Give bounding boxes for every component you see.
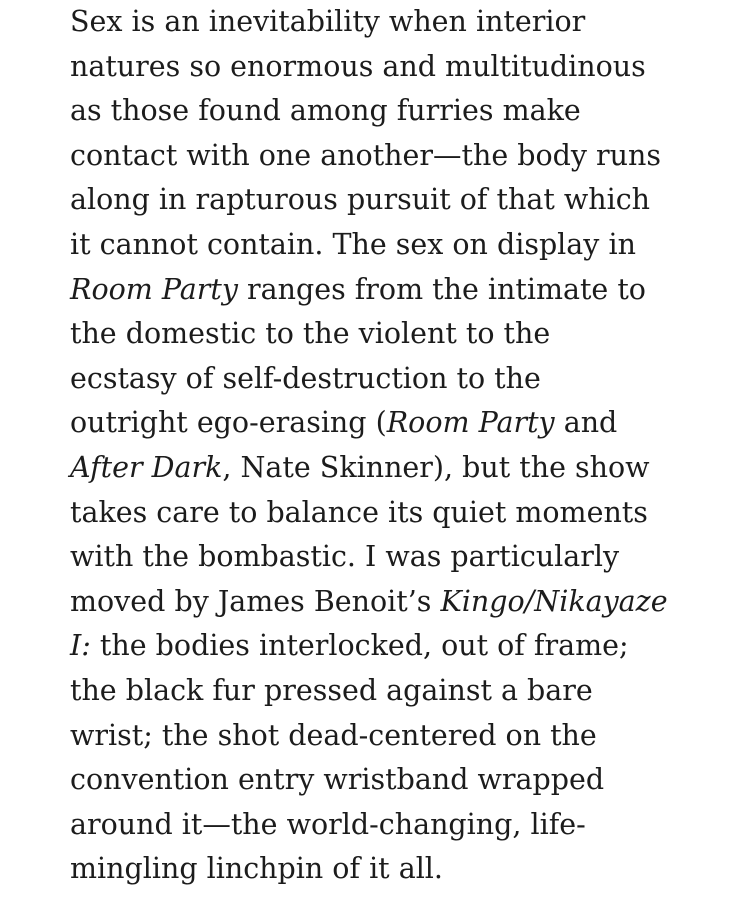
line-segment: ecstasy of self-destruction to the bbox=[70, 361, 541, 395]
paragraph-line bbox=[70, 401, 695, 446]
artwork-title: Kingo/Nikayaze bbox=[440, 584, 668, 618]
line-segment: wrist; the shot dead-centered on the bbox=[70, 718, 597, 752]
artwork-title: Room Party bbox=[70, 272, 238, 306]
line-segment: and bbox=[554, 406, 618, 440]
line-segment: moved by James Benoit’s bbox=[70, 584, 441, 618]
line-segment: the bodies interlocked, out of frame; bbox=[90, 629, 629, 663]
paragraph-line bbox=[70, 847, 695, 892]
paragraph-line bbox=[70, 0, 695, 45]
line-segment: ranges from the intimate to bbox=[237, 272, 646, 306]
line-segment: around it—the world-changing, life- bbox=[70, 807, 586, 841]
paragraph-line bbox=[70, 89, 695, 134]
paragraph-line bbox=[70, 134, 695, 179]
artwork-title: I: bbox=[70, 629, 91, 663]
paragraph-line bbox=[70, 45, 695, 90]
paragraph-line bbox=[70, 312, 695, 357]
line-segment: natures so enormous and multitudinous bbox=[70, 49, 646, 83]
paragraph-line bbox=[70, 268, 695, 313]
paragraph-line bbox=[70, 535, 695, 580]
paragraph-line bbox=[70, 446, 695, 491]
line-segment: , Nate Skinner), but the show bbox=[222, 450, 650, 484]
line-segment: along in rapturous pursuit of that which bbox=[70, 183, 651, 217]
line-segment: Sex is an inevitability when interior bbox=[70, 5, 586, 38]
artwork-title: After Dark bbox=[70, 450, 223, 484]
paragraph-line bbox=[70, 580, 695, 625]
article-paragraph bbox=[70, 0, 695, 892]
line-segment: with the bombastic. I was particularly bbox=[70, 540, 620, 574]
line-segment: convention entry wristband wrapped bbox=[70, 763, 605, 797]
line-segment: takes care to balance its quiet moments bbox=[70, 495, 648, 529]
line-segment: it cannot contain. The sex on display in bbox=[70, 227, 636, 261]
paragraph-line bbox=[70, 624, 695, 669]
paragraph-line bbox=[70, 223, 695, 268]
paragraph-line bbox=[70, 669, 695, 714]
line-segment: the domestic to the violent to the bbox=[70, 317, 551, 351]
paragraph-line bbox=[70, 758, 695, 803]
paragraph-line bbox=[70, 803, 695, 848]
line-segment: the black fur pressed against a bare bbox=[70, 673, 593, 707]
line-segment: as those found among furries make bbox=[70, 94, 581, 128]
paragraph-line bbox=[70, 357, 695, 402]
line-segment: contact with one another—the body runs bbox=[70, 138, 662, 172]
paragraph-line bbox=[70, 714, 695, 759]
paragraph-line bbox=[70, 178, 695, 223]
line-segment: mingling linchpin of it all. bbox=[70, 852, 443, 886]
artwork-title: Room Party bbox=[386, 406, 555, 440]
line-segment: outright ego-erasing ( bbox=[70, 406, 387, 440]
paragraph-line bbox=[70, 491, 695, 536]
